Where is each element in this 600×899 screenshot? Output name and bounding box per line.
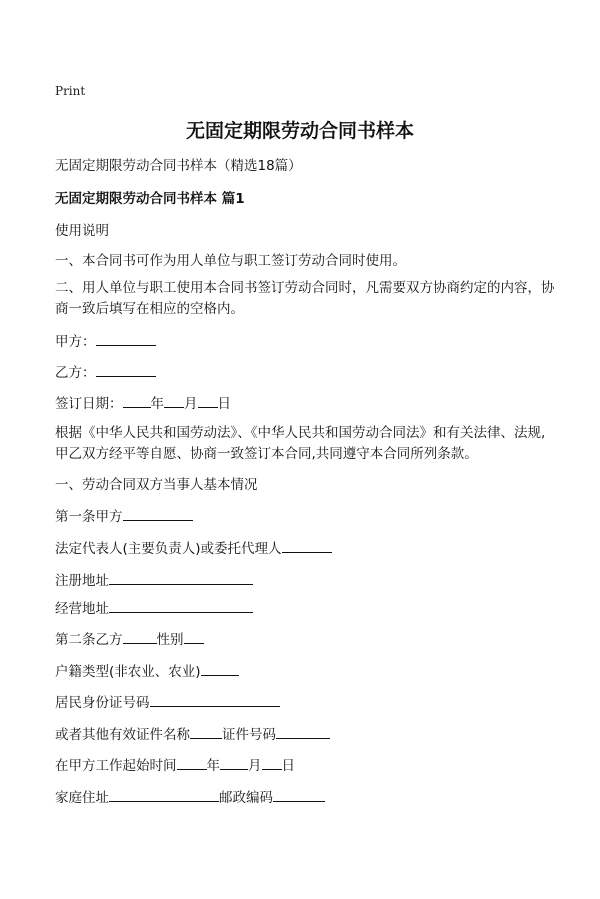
- party-b-line: [55, 361, 156, 381]
- article-1-blank: [123, 506, 193, 521]
- chapter-1-heading: 一、劳动合同双方当事人基本情况: [55, 477, 258, 493]
- party-b-blank: [96, 362, 156, 377]
- id-number-line: [55, 691, 280, 711]
- household-blank: [201, 661, 239, 676]
- household-line: [55, 660, 239, 680]
- legal-rep-label: 法定代表人(主要负责人)或委托代理人: [55, 541, 282, 557]
- reg-address-blank: [109, 570, 253, 585]
- party-a-line: [55, 330, 156, 350]
- postcode-blank: [273, 787, 325, 802]
- postcode-label: 邮政编码: [219, 790, 273, 806]
- home-address-label: 家庭住址: [55, 790, 109, 806]
- usage-heading: 使用说明: [55, 223, 109, 239]
- legal-rep-line: [55, 537, 332, 557]
- id-number-label: 居民身份证号码: [55, 695, 150, 711]
- start-day-blank: [262, 755, 282, 770]
- article-2-line: [55, 628, 204, 648]
- article-2-blank: [123, 629, 157, 644]
- other-id-name-label: 或者其他有效证件名称: [55, 727, 190, 743]
- start-time-label: 在甲方工作起始时间: [55, 758, 177, 774]
- sign-date-label: 签订日期：: [55, 396, 123, 412]
- id-no-label: 证件号码: [222, 727, 276, 743]
- usage-item-2: 二、用人单位与职工使用本合同书签订劳动合同时，凡需要双方协商约定的内容，协商一致后填写在相应的空格内。: [55, 280, 555, 317]
- start-year-blank: [177, 755, 207, 770]
- party-a-blank: [96, 331, 156, 346]
- party-b-label: 乙方：: [55, 365, 96, 381]
- article-1-line: [55, 505, 193, 525]
- usage-item-1: 一、本合同书可作为用人单位与职工签订劳动合同时使用。: [55, 253, 406, 269]
- section-heading: 无固定期限劳动合同书样本 篇1: [55, 191, 245, 207]
- other-id-name-blank: [190, 724, 222, 739]
- home-address-line: [55, 786, 325, 806]
- sign-year-blank: [123, 393, 151, 408]
- household-label: 户籍类型(非农业、农业): [55, 664, 201, 680]
- start-month-blank: [220, 755, 248, 770]
- article-2-label: 第二条乙方: [55, 632, 123, 648]
- basis-paragraph: 根据《中华人民共和国劳动法》、《中华人民共和国劳动合同法》和有关法律、法规,甲乙双方经平等自愿、协商一致签订本合同,共同遵守本合同所列条款。: [55, 425, 546, 462]
- start-year-label: 年: [206, 758, 220, 774]
- document-subtitle: 无固定期限劳动合同书样本（精选18篇）: [55, 158, 302, 174]
- sign-day-label: 日: [217, 396, 231, 412]
- other-id-line: [55, 723, 330, 743]
- home-address-blank: [109, 787, 219, 802]
- sign-month-label: 月: [184, 396, 198, 412]
- biz-address-label: 经营地址: [55, 601, 109, 617]
- legal-rep-blank: [282, 538, 332, 553]
- biz-address-blank: [109, 598, 253, 613]
- gender-blank: [184, 629, 204, 644]
- sign-date-line: [55, 392, 231, 412]
- reg-address-label: 注册地址: [55, 573, 109, 589]
- document-title: 无固定期限劳动合同书样本: [185, 120, 414, 142]
- gender-label: 性别: [156, 632, 184, 648]
- start-month-label: 月: [248, 758, 262, 774]
- sign-month-blank: [164, 393, 184, 408]
- sign-day-blank: [198, 393, 218, 408]
- start-time-line: [55, 754, 295, 774]
- reg-address-line: [55, 569, 253, 589]
- id-no-blank: [276, 724, 330, 739]
- party-a-label: 甲方：: [55, 334, 96, 350]
- start-day-label: 日: [281, 758, 295, 774]
- id-number-blank: [150, 692, 280, 707]
- article-1-label: 第一条甲方: [55, 509, 123, 525]
- print-link[interactable]: Print: [55, 84, 86, 98]
- sign-year-label: 年: [150, 396, 164, 412]
- biz-address-line: [55, 597, 253, 617]
